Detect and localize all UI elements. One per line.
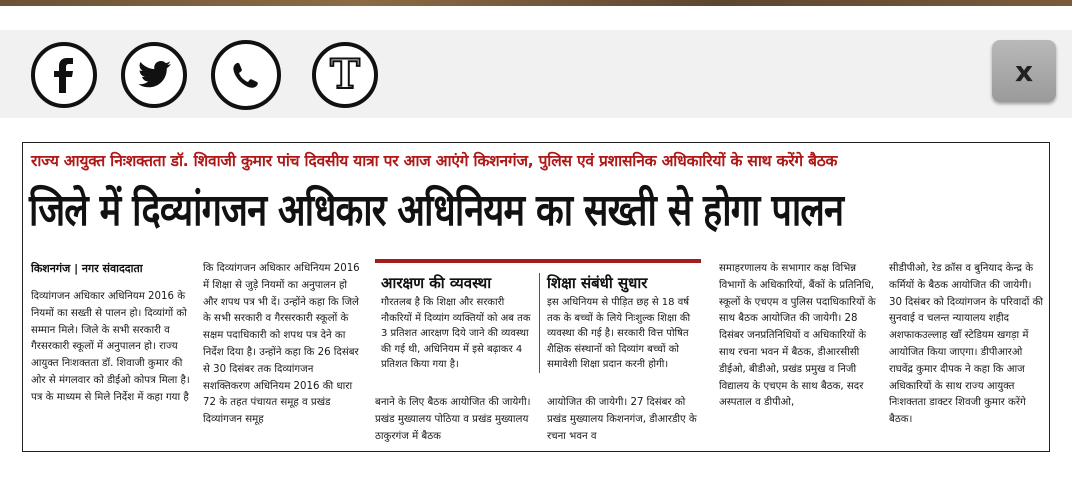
news-article (22, 142, 1050, 452)
info-box-divider (539, 273, 540, 373)
text-size-icon: T (330, 51, 360, 98)
info-box-left-title: आरक्षण की व्यवस्था (381, 274, 492, 292)
article-column-1: दिव्यांगजन अधिकार अधिनियम 2016 के नियमों का सख्ती से पालन हो। दिव्यांगों को सम्मान मिले। जिले के सभी सरकारी व गैरसरकारी स्कूलों में अनुपालन हो। राज्य आयुक्त निःशक्तता डॉ. शिवाजी कुमार की ओर से मंगलवार को डीईओ कोपत्र मिला है। पत्र के माध्यम से मिले निर्देश में कहा गया है (31, 291, 190, 403)
twitter-share-button[interactable] (121, 42, 187, 108)
article-column-2: कि दिव्यांगजन अधिकार अधिनियम 2016 में शिक्षा से जुड़े नियमों का अनुपालन हो और शपथ पत्र भी दें। उन्होंने कहा कि जिले के सभी सरकारी व गैरसरकारी स्कूलों के सक्षम पदाधिकारी को शपथ पत्र देने का निर्देश दिया है। उन्होंने कहा कि 26 दिसंबर से 30 दिसंबर तक दिव्यांगजन सशक्तिकरण अधिनियम 2016 की धारा 72 के तहत पंचायत समूह व प्रखंड दिव्यांगजन समूह (203, 263, 360, 426)
article-subhead: राज्य आयुक्त निःशक्तता डॉ. शिवाजी कुमार पांच दिवसीय यात्रा पर आज आएंगे किशनगंज, पुलिस एवं प्रशासनिक अधिकारियों के साथ करेंगे बैठक (31, 152, 838, 170)
photo-strip (0, 0, 1072, 6)
info-box-right-text: इस अधिनियम से पीड़ित छह से 18 वर्ष तक के बच्चों के लिये निःशुल्क शिक्षा की व्यवस्था की गई है। सरकारी वित्त पोषित शैक्षिक संस्थानों को दिव्यांग बच्चों को समावेशी शिक्षा प्रदान करनी होगी। (547, 297, 691, 371)
article-column-5: समाहरणालय के सभागार कक्ष विभिन्न विभागों के अधिकारियों, बैंकों के प्रतिनिधि, स्कूलों के एचएम व पुलिस पदाधिकारियों के साथ बैठक आयोजित की जायेगी। 28 दिसंबर जनप्रतिनिधियों व अधिकारियों के साथ रचना भवन में बैठक, डीआरसीसी डीईओ, बीडीओ, प्रखंड प्रमुख व निजी विद्यालय के एचएम के साथ बैठक, सदर अस्पताल व डीपीओ, (719, 263, 876, 409)
article-column-6: सीडीपीओ, रेड क्रॉस व बुनियाद केन्द्र के कर्मियों के बैठक आयोजित की जायेगी। 30 दिसंबर को दिव्यांगजन के परिवादों की सुनवाई व चलन्त न्यायालय शहीद अशफाकउल्लाह खाँ स्टेडियम खगड़ा में आयोजित किया जाएगा। डीपीआरओ राघवेंद्र कुमार दीपक ने कहा कि आज अधिकारियों के साथ राज्य आयुक्त निःशक्तता डाक्टर शिवजी कुमार करेंगे बैठक। (889, 263, 1044, 426)
whatsapp-share-button[interactable] (211, 40, 281, 110)
twitter-icon (132, 53, 176, 97)
article-headline: जिले में दिव्यांगजन अधिकार अधिनियम का सख्ती से होगा पालन (29, 185, 844, 236)
info-box-right-title: शिक्षा संबंधी सुधार (547, 274, 648, 292)
info-box-left-text: गौरतलब है कि शिक्षा और सरकारी नौकरियों में दिव्यांग व्यक्तियों को अब तक 3 प्रतिशत आरक्षण दिये जाने की व्यवस्था की गई थी, अधिनियम में इसे बढ़ाकर 4 प्रतिशत किया गया है। (381, 297, 531, 371)
facebook-icon (42, 53, 86, 97)
article-column-4: आयोजित की जायेगी। 27 दिसंबर को प्रखंड मुख्यालय किशनगंज, डीआरडीए के रचना भवन व (547, 397, 697, 442)
article-byline: किशनगंज | नगर संवाददाता (31, 262, 143, 275)
close-icon: x (1014, 54, 1034, 88)
close-button[interactable] (992, 40, 1056, 102)
whatsapp-icon (222, 51, 270, 99)
facebook-share-button[interactable] (31, 42, 97, 108)
article-column-3: बनाने के लिए बैठक आयोजित की जायेगी। प्रखंड मुख्यालय पोठिया व प्रखंड मुख्यालय ठाकुरगंज में बैठक (375, 397, 531, 442)
info-box (375, 259, 701, 380)
text-size-button[interactable] (312, 42, 378, 108)
